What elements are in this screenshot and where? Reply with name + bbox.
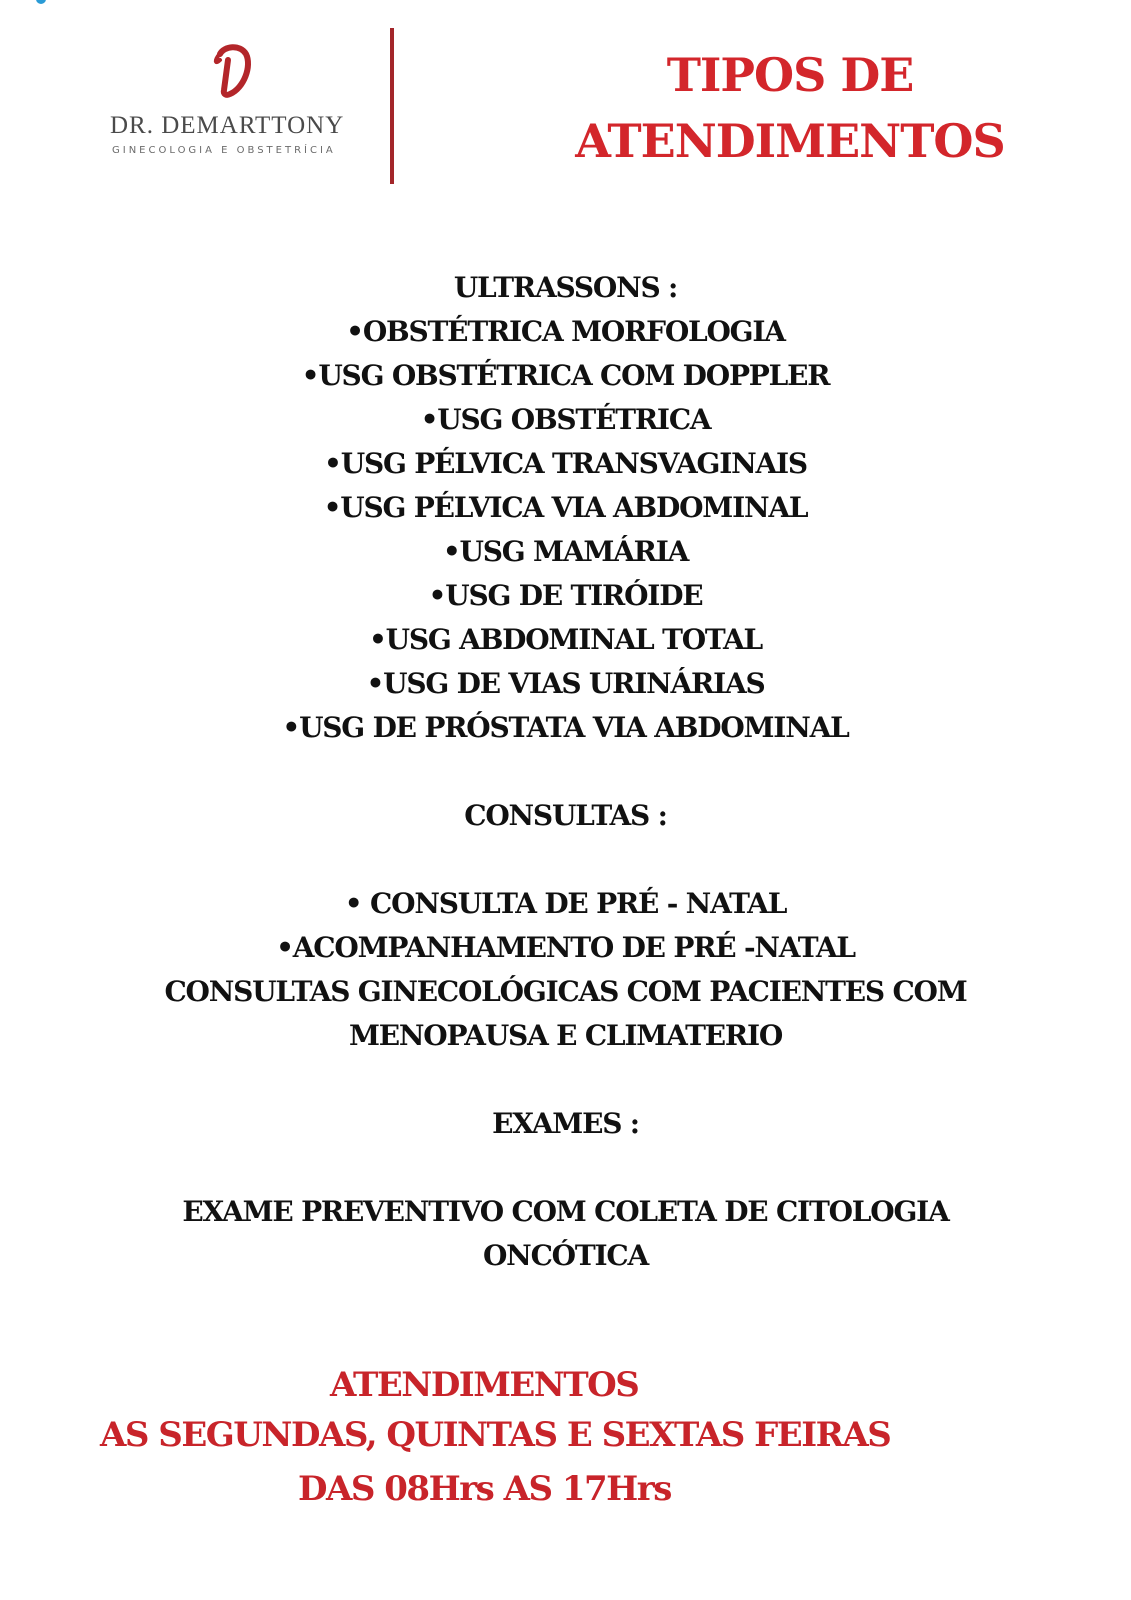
footer-line-1: ATENDIMENTOS	[330, 1365, 639, 1405]
corner-decoration	[36, 0, 46, 4]
list-item: •USG PÉLVICA TRANSVAGINAIS	[324, 447, 807, 480]
title-line-2: ATENDIMENTOS	[575, 114, 1005, 168]
logo-subtitle: GINECOLOGIA E OBSTETRÍCIA	[112, 145, 336, 156]
footer-line-2: AS SEGUNDAS, QUINTAS E SEXTAS FEIRAS	[100, 1415, 891, 1455]
list-item: •USG DE VIAS URINÁRIAS	[366, 667, 765, 700]
list-item: •USG PÉLVICA VIA ABDOMINAL	[323, 491, 808, 524]
footer-line-3: DAS 08Hrs AS 17Hrs	[298, 1469, 671, 1509]
list-item: •OBSTÉTRICA MORFOLOGIA	[346, 315, 785, 348]
consultas-heading: CONSULTAS :	[464, 799, 667, 832]
list-item: • CONSULTA DE PRÉ - NATAL	[344, 887, 787, 920]
list-item: EXAME PREVENTIVO COM COLETA DE CITOLOGIA	[182, 1195, 949, 1228]
list-item: ONCÓTICA	[482, 1239, 648, 1272]
list-item: MENOPAUSA E CLIMATERIO	[348, 1019, 783, 1052]
list-item: •USG OBSTÉTRICA COM DOPPLER	[301, 359, 830, 392]
logo-name: DR. DEMARTTONY	[110, 112, 345, 139]
list-item: •USG OBSTÉTRICA	[420, 403, 711, 436]
list-item: •USG DE TIRÓIDE	[428, 579, 703, 612]
exames-heading: EXAMES :	[492, 1107, 639, 1140]
consultas-list	[0, 882, 1131, 1058]
exames-list	[0, 1190, 1131, 1278]
title-line-1: TIPOS DE	[666, 48, 914, 102]
monogram-d-icon	[210, 40, 256, 102]
ultrassons-heading: ULTRASSONS :	[453, 271, 678, 304]
list-item: •ACOMPANHAMENTO DE PRÉ -NATAL	[276, 931, 855, 964]
consultas-section	[0, 794, 1131, 838]
list-item: •USG ABDOMINAL TOTAL	[368, 623, 763, 656]
header-divider	[390, 28, 394, 184]
exames-section	[0, 1102, 1131, 1146]
clinic-logo	[100, 40, 370, 170]
list-item: CONSULTAS GINECOLÓGICAS COM PACIENTES COM	[164, 975, 967, 1008]
page-title	[560, 42, 1020, 174]
list-item: •USG MAMÁRIA	[442, 535, 689, 568]
ultrassons-section	[0, 266, 1131, 750]
list-item: •USG DE PRÓSTATA VIA ABDOMINAL	[282, 711, 849, 744]
